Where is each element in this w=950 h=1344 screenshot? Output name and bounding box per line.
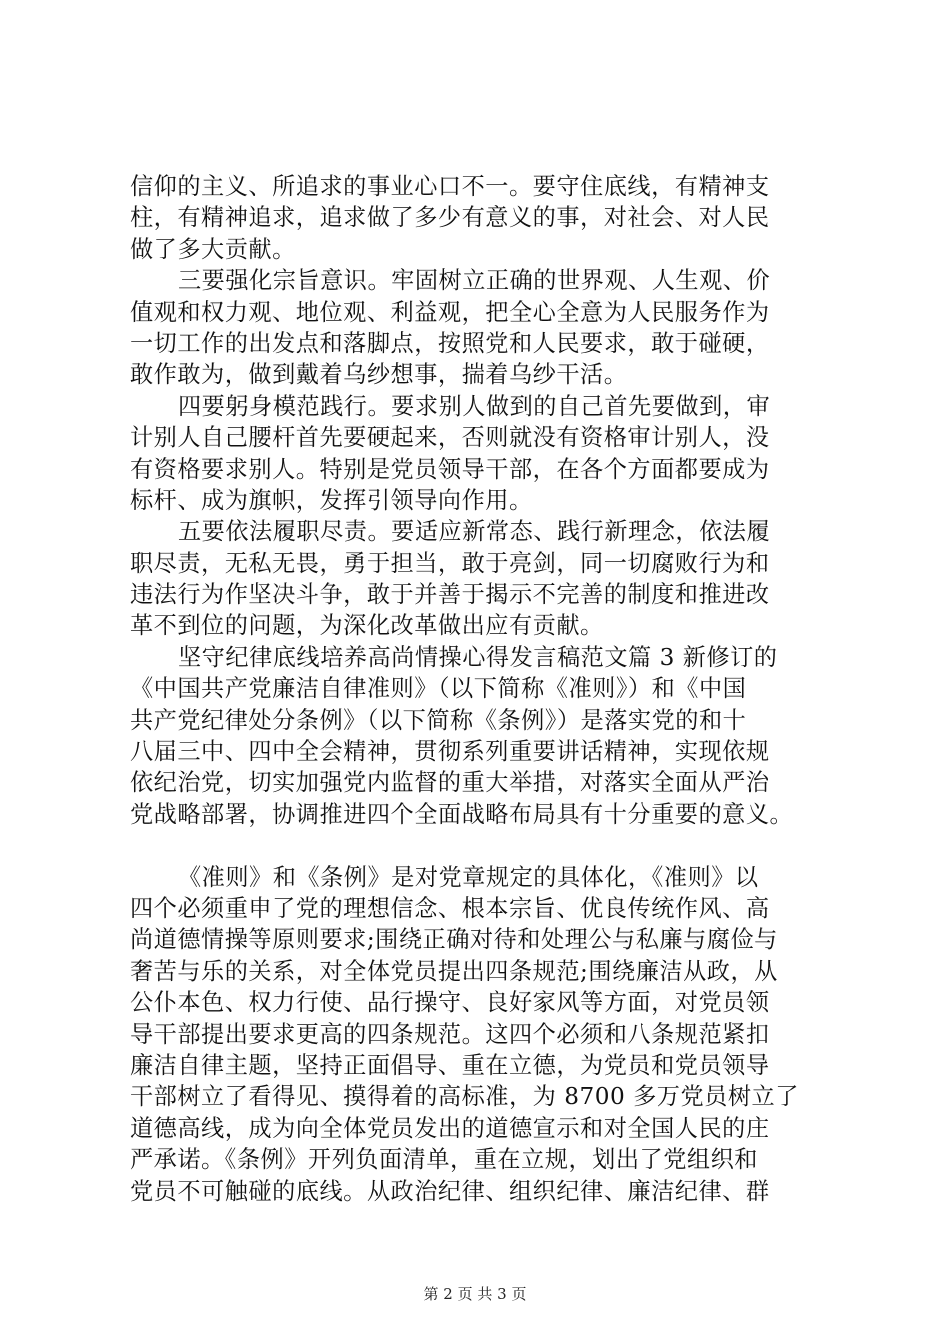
page-number-footer: 第 2 页 共 3 页 <box>423 1285 527 1303</box>
text-line: 八届三中、四中全会精神，贯彻系列重要讲话精神，实现依规 <box>130 738 770 766</box>
text-line: 廉洁自律主题，坚持正面倡导、重在立德，为党员和党员领导 <box>130 1051 770 1079</box>
text-line: 干部树立了看得见、摸得着的高标准，为 8700 多万党员树立了 <box>130 1083 799 1111</box>
text-line: 四个必须重申了党的理想信念、根本宗旨、优良传统作风、高 <box>130 894 770 922</box>
text-line: 柱，有精神追求，追求做了多少有意义的事，对社会、对人民 <box>130 204 770 232</box>
paragraph-start-line: 三要强化宗旨意识。牢固树立正确的世界观、人生观、价 <box>178 267 771 295</box>
text-line: 违法行为作坚决斗争，敢于并善于揭示不完善的制度和推进改 <box>130 581 770 609</box>
text-line: 共产党纪律处分条例》（以下简称《条例》）是落实党的和十 <box>130 706 747 734</box>
text-line: 道德高线，成为向全体党员发出的道德宣示和对全国人民的庄 <box>130 1114 770 1142</box>
text-line: 标杆、成为旗帜，发挥引领导向作用。 <box>130 486 533 514</box>
document-body <box>130 171 830 1207</box>
text-line: 信仰的主义、所追求的事业心口不一。要守住底线，有精神支 <box>130 173 770 200</box>
text-line: 党战略部署，协调推进四个全面战略布局具有十分重要的意义。 <box>130 800 794 828</box>
paragraph-start-line: 《准则》和《条例》是对党章规定的具体化，《准则》以 <box>178 863 759 891</box>
text-line: 计别人自己腰杆首先要硬起来，否则就没有资格审计别人，没 <box>130 424 770 452</box>
text-line: 《中国共产党廉洁自律准则》（以下简称《准则》）和《中国 <box>130 675 747 703</box>
paragraph-start-line: 五要依法履职尽责。要适应新常态、践行新理念，依法履 <box>178 518 771 546</box>
text-line: 职尽责，无私无畏，勇于担当，敢于亮剑，同一切腐败行为和 <box>130 549 770 577</box>
text-line: 导干部提出要求更高的四条规范。这四个必须和八条规范紧扣 <box>130 1020 770 1048</box>
text-line: 党员不可触碰的底线。从政治纪律、组织纪律、廉洁纪律、群 <box>130 1177 770 1205</box>
text-line: 值观和权力观、地位观、利益观，把全心全意为人民服务作为 <box>130 298 770 326</box>
text-line: 革不到位的问题，为深化改革做出应有贡献。 <box>130 612 604 640</box>
paragraph-start-line: 坚守纪律底线培养高尚情操心得发言稿范文篇 3 新修订的 <box>178 643 778 671</box>
paragraph-gap <box>130 830 830 861</box>
text-line: 敢作敢为，做到戴着乌纱想事，揣着乌纱干活。 <box>130 361 628 389</box>
text-line: 奢苦与乐的关系，对全体党员提出四条规范;围绕廉洁从政，从 <box>130 957 778 985</box>
text-line: 尚道德情操等原则要求;围绕正确对待和处理公与私廉与腐俭与 <box>130 926 778 954</box>
text-line: 公仆本色、权力行使、品行操守、良好家风等方面，对党员领 <box>130 989 770 1017</box>
paragraph-start-line: 四要躬身模范践行。要求别人做到的自己首先要做到，审 <box>178 392 771 420</box>
text-line: 依纪治党，切实加强党内监督的重大举措，对落实全面从严治 <box>130 769 770 797</box>
text-line: 有资格要求别人。特别是党员领导干部，在各个方面都要成为 <box>130 455 770 483</box>
text-line: 严承诺。《条例》开列负面清单，重在立规，划出了党组织和 <box>130 1146 758 1174</box>
text-line: 做了多大贡献。 <box>130 235 296 263</box>
text-line: 一切工作的出发点和落脚点，按照党和人民要求，敢于碰硬， <box>130 329 770 357</box>
